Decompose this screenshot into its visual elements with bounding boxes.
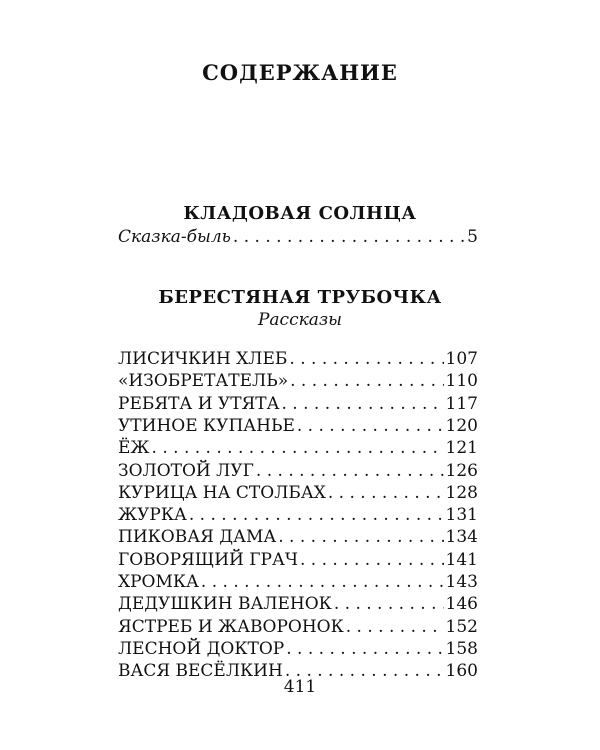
- toc-entry-label: УТИНОЕ КУПАНЬЕ: [118, 415, 295, 436]
- toc-entry-page: 141: [445, 549, 478, 570]
- toc-entry-page: 152: [445, 616, 478, 637]
- toc-entry-label: «ИЗОБРЕТАТЕЛЬ»: [118, 371, 289, 392]
- toc-entry-label: ЁЖ: [118, 438, 150, 459]
- toc-entry-label: ЛИСИЧКИН ХЛЕБ: [118, 349, 288, 369]
- dot-leader: [297, 415, 444, 437]
- toc-entry-label: КУРИЦА НА СТОЛБАХ: [118, 482, 326, 503]
- toc-entry: [118, 460, 478, 482]
- toc-entry-label: Сказка-быль: [118, 227, 231, 247]
- dot-leader: [233, 226, 465, 248]
- toc-entry-page: 107: [445, 349, 478, 369]
- toc-entry-label: ВАСЯ ВЕСЁЛКИН: [118, 661, 283, 682]
- dot-leader: [286, 638, 443, 660]
- toc-entry: [118, 393, 478, 415]
- toc-entry-page: 158: [445, 638, 478, 659]
- toc-entry-page: 120: [445, 415, 478, 436]
- toc-entry: [118, 526, 478, 548]
- toc-entry-page: 110: [445, 371, 478, 392]
- toc-entry-label: ДЕДУШКИН ВАЛЕНОК: [118, 594, 332, 615]
- toc-entry-label: ГОВОРЯЩИЙ ГРАЧ: [118, 549, 298, 570]
- dot-leader: [152, 437, 444, 459]
- toc-entry-label: ПИКОВАЯ ДАМА: [118, 527, 277, 548]
- toc-entry: [118, 437, 478, 459]
- dot-leader: [300, 549, 444, 571]
- toc-entry-page: 126: [445, 460, 478, 481]
- dot-leader: [328, 482, 444, 504]
- section-heading-berestyanaya: БЕРЕСТЯНАЯ ТРУБОЧКА: [158, 287, 442, 308]
- toc-entry: [118, 593, 478, 615]
- dot-leader: [256, 460, 444, 482]
- dot-leader: [201, 571, 444, 593]
- toc-entry-label: РЕБЯТА И УТЯТА: [118, 393, 280, 414]
- section-heading-kladovaya: КЛАДОВАЯ СОЛНЦА: [183, 203, 417, 224]
- toc-entry-label: ЯСТРЕБ И ЖАВОРОНОК: [118, 616, 344, 637]
- dot-leader: [278, 526, 443, 548]
- toc-entry-page: 128: [445, 482, 478, 503]
- toc-entry-page: 131: [445, 505, 478, 526]
- toc-entry-page: 134: [445, 527, 478, 548]
- toc-entry: [118, 415, 478, 437]
- toc-entry-page: 143: [445, 572, 478, 592]
- toc-entry: [118, 616, 478, 638]
- toc-entry-label: ЛЕСНОЙ ДОКТОР: [118, 638, 285, 659]
- toc-entry: [118, 549, 478, 571]
- dot-leader: [189, 504, 444, 526]
- toc-entry: [118, 660, 478, 682]
- dot-leader: [346, 616, 444, 638]
- toc-entry-label: ЖУРКА: [118, 505, 187, 526]
- dot-leader: [334, 593, 444, 615]
- toc-entry: [118, 370, 478, 392]
- page-title: СОДЕРЖАНИЕ: [202, 60, 398, 85]
- toc-entry: [118, 226, 478, 248]
- toc-entry: [118, 482, 478, 504]
- page-number: 411: [283, 677, 317, 697]
- toc-entry: [118, 571, 478, 593]
- toc-entry: [118, 348, 478, 370]
- dot-leader: [285, 660, 444, 682]
- toc-entry-page: 146: [445, 594, 478, 615]
- toc-entry-label: ЗОЛОТОЙ ЛУГ: [118, 460, 254, 481]
- toc-entry: [118, 504, 478, 526]
- toc-entry-page: 5: [467, 227, 478, 247]
- dot-leader: [289, 348, 443, 370]
- toc-entry-page: 160: [445, 661, 478, 682]
- dot-leader: [290, 370, 443, 392]
- dot-leader: [281, 393, 443, 415]
- toc-entry-label: ХРОМКА: [118, 572, 199, 592]
- toc-entry: [118, 638, 478, 660]
- toc-entry-page: 121: [445, 438, 478, 459]
- toc-entry-page: 117: [445, 393, 478, 414]
- section-subtitle: Рассказы: [257, 310, 343, 330]
